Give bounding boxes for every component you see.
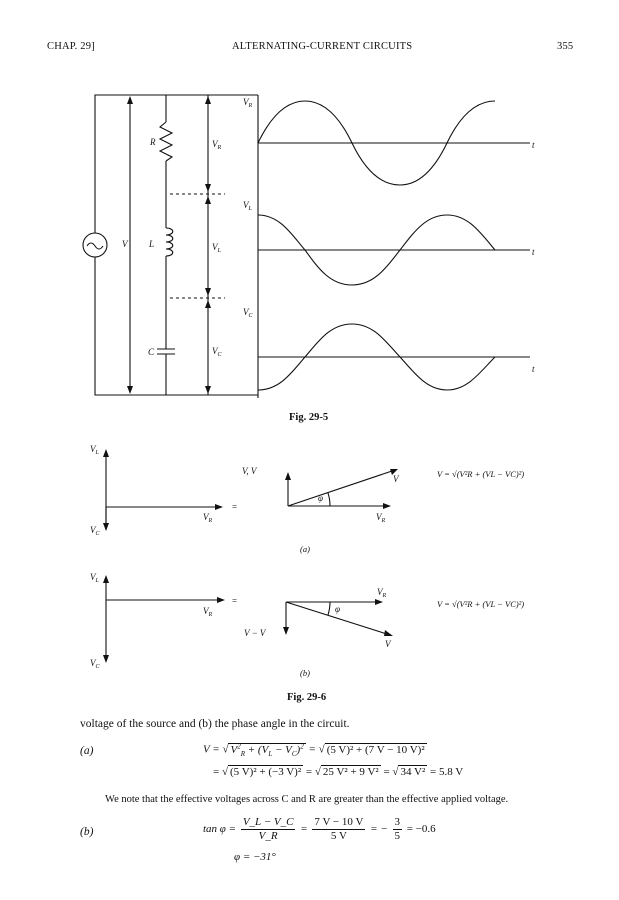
label-VL: $V_L$ <box>212 242 221 254</box>
formula-b: V = √(V²R + (VL − VC)²) <box>437 599 525 609</box>
formula-a: V = √(V²R + (VL − VC)²) <box>437 469 525 479</box>
equation-a2: = √ (5 V)² + (−3 V)² = √ 25 V² + 9 V² = √ 34 V² = 5.8 V <box>213 766 464 778</box>
phi-b: φ <box>335 604 340 614</box>
part-a-text-label: (a) <box>80 745 94 757</box>
inductor-symbol <box>166 228 173 256</box>
time-label: t <box>532 364 535 374</box>
wave-label-VC: $V_C$ <box>243 307 253 319</box>
part-b-text-label: (b) <box>80 826 94 838</box>
figure-29-5 <box>0 0 619 420</box>
equation-b2: φ = −31° <box>234 851 276 863</box>
label-VL-minus-VC-b: V − V <box>244 628 266 638</box>
label-VR-b: $V_R$ <box>203 606 213 618</box>
label-VL-a: $V_L$ <box>90 444 99 456</box>
label-V-b: V <box>385 639 391 649</box>
equation-a1: V = √ $V^2_R + (V_L - V_C)^2$ = √ (5 V)² + (7 V − 10 V)² <box>203 742 425 758</box>
label-L: L <box>149 239 155 249</box>
part-a-label: (a) <box>300 544 310 554</box>
fig-29-6-caption: Fig. 29-6 <box>287 692 327 703</box>
label-VR: $V_R$ <box>212 139 222 151</box>
phasor-V-a <box>288 470 395 506</box>
label-VC: $V_C$ <box>212 346 222 358</box>
time-label: t <box>532 140 535 150</box>
wave-label-VR: $V_R$ <box>243 97 253 109</box>
equals-a: = <box>232 502 238 512</box>
label-VC-b: $V_C$ <box>90 658 100 670</box>
running-title: ALTERNATING-CURRENT CIRCUITS <box>232 41 413 52</box>
wave-label-VL: $V_L$ <box>243 200 252 212</box>
label-V-a: V <box>393 474 399 484</box>
label-VR-a2: $V_R$ <box>376 512 386 524</box>
phi-a: φ <box>318 493 323 503</box>
label-C: C <box>148 347 155 357</box>
figure-29-6 <box>0 430 619 710</box>
fig-29-5-caption: Fig. 29-5 <box>289 412 329 423</box>
label-VR-a: $V_R$ <box>203 512 213 524</box>
equals-b: = <box>232 596 238 606</box>
label-VC-a: $V_C$ <box>90 525 100 537</box>
resistor-symbol <box>160 122 172 161</box>
label-VL-VC-a: V, V <box>242 466 257 476</box>
label-VR-b2: $V_R$ <box>377 587 387 599</box>
label-R: R <box>150 137 156 147</box>
page-number: 355 <box>557 41 574 52</box>
part-b-label: (b) <box>300 668 310 678</box>
intro-text: voltage of the source and (b) the phase angle in the circuit. <box>80 718 350 730</box>
label-VL-b: $V_L$ <box>90 572 99 584</box>
note-text: We note that the effective voltages across C and R are greater than the effective applied voltage. <box>105 794 509 805</box>
time-label: t <box>532 247 535 257</box>
equation-b1: tan φ = $\frac{V\_L - V\_C}{V\_R}$ = $\frac{7 V - 10 V}{5 V}$ = − $\frac{3}{5}$ = −0.6 <box>203 816 436 842</box>
chapter-label: CHAP. 29] <box>47 41 95 52</box>
ac-source-icon <box>83 233 107 257</box>
label-V: V <box>122 239 128 249</box>
